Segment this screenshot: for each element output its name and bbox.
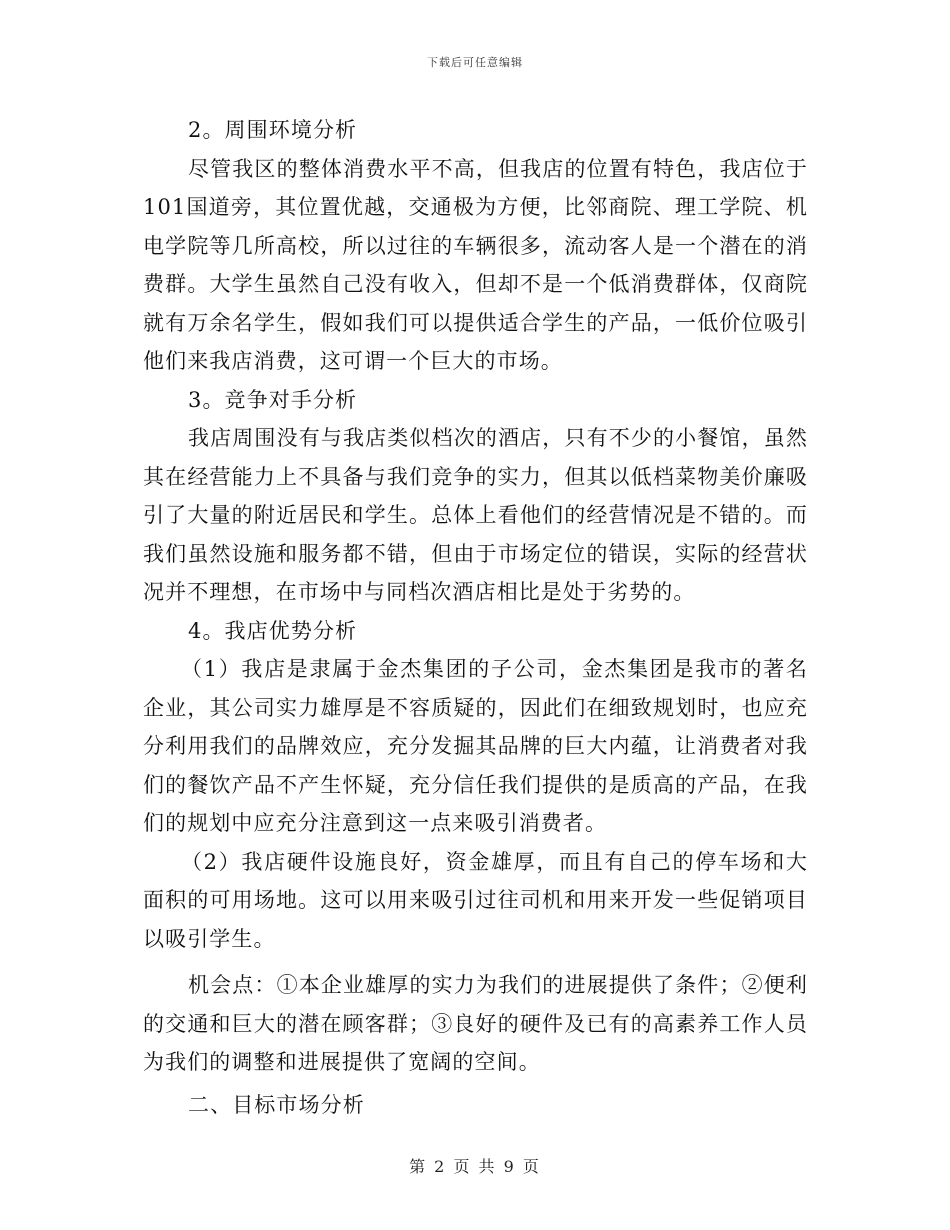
section-heading-target-market: 二、目标市场分析 bbox=[188, 1092, 365, 1117]
page-number-footer: 第 2 页 共 9 页 bbox=[409, 1157, 541, 1176]
section-heading-environment: 2。周围环境分析 bbox=[188, 118, 358, 142]
paragraph-environment: 尽管我区的整体消费水平不高，但我店的位置有特色，我店位于101国道旁，其位置优越，交通极为方便，比邻商院、理工学院、机电学院等几所高校，所以过往的车辆很多，流动客人是一个潜在的消费群。大学生虽然自己没有收入，但却不是一个低消费群体，仅商院就有万余名学生，假如我们可以提供适合学生的产品，一低价位吸引他们来我店消费，这可谓一个巨大的市场。 bbox=[143, 156, 808, 373]
paragraph-advantage-2: （2）我店硬件设施良好，资金雄厚，而且有自己的停车场和大面积的可用场地。这可以用来吸引过往司机和用来开发一些促销项目以吸引学生。 bbox=[143, 849, 808, 951]
page-header: 下载后可任意编辑 bbox=[427, 56, 523, 69]
section-heading-advantages: 4。我店优势分析 bbox=[188, 618, 358, 643]
paragraph-competitors: 我店周围没有与我店类似档次的酒店，只有不少的小餐馆，虽然其在经营能力上不具备与我们竞争的实力，但其以低档菜物美价廉吸引了大量的附近居民和学生。总体上看他们的经营情况是不错的。而我们虽然设施和服务都不错，但由于市场定位的错误，实际的经营状况并不理想，在市场中与同档次酒店相比是处于劣势的。 bbox=[143, 426, 808, 604]
paragraph-advantage-1: （1）我店是隶属于金杰集团的子公司，金杰集团是我市的著名企业，其公司实力雄厚是不容质疑的，因此们在细致规划时，也应充分利用我们的品牌效应，充分发掘其品牌的巨大内蕴，让消费者对我们的餐饮产品不产生怀疑，充分信任我们提供的是质高的产品，在我们的规划中应充分注意到这一点来吸引消费者。 bbox=[143, 657, 808, 835]
paragraph-opportunities: 机会点：①本企业雄厚的实力为我们的进展提供了条件；②便利的交通和巨大的潜在顾客群；③良好的硬件及已有的高素养工作人员为我们的调整和进展提供了宽阔的空间。 bbox=[143, 973, 808, 1074]
document-body bbox=[143, 111, 808, 1124]
section-heading-competitors: 3。竞争对手分析 bbox=[188, 387, 358, 412]
